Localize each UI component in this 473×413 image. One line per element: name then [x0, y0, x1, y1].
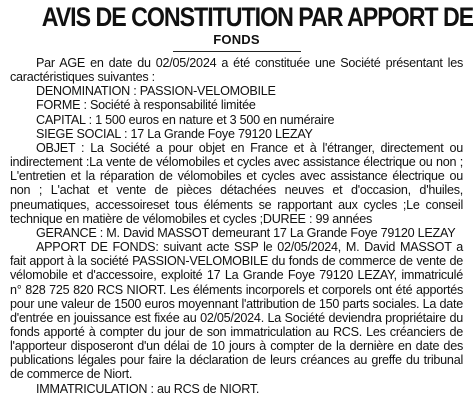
gerance-line: GERANCE : M. David MASSOT demeurant 17 La Grande Foye 79120 LEZAY	[36, 225, 456, 240]
intro-paragraph: Par AGE en date du 02/05/2024 a été constituée une Société présentant les caractéristiques suivantes :	[10, 56, 463, 85]
capital-line: CAPITAL : 1 500 euros en nature et 3 500 en numéraire	[36, 112, 335, 127]
notice-subtitle: FONDS	[213, 32, 260, 47]
title-divider	[173, 51, 301, 52]
notice-body	[10, 56, 463, 396]
forme-line: FORME : Société à responsabilité limitée	[36, 98, 256, 113]
immatriculation-line: IMMATRICULATION : au RCS de NIORT.	[36, 381, 260, 396]
objet-paragraph: OBJET : La Société a pour objet en France et à l'étranger, directement ou indirectement :La vente de vélomobiles et cycles avec assistance électrique ou non ; L'entretien et la réparation de vélomobiles et cycles avec assistance électrique ou non ; L'achat et vente de pièces détachées neuves et d'occasion, d'huiles, pneumatiques, accessoireset tous éléments se rapportant aux cycles ;Le conseil technique en matière de vélomobiles et cycles ;DUREE : 99 années	[10, 140, 463, 226]
notice-title: AVIS DE CONSTITUTION PAR APPORT DE	[41, 2, 473, 32]
denomination-line: DENOMINATION : PASSION-VELOMOBILE	[36, 84, 276, 99]
apport-de-fonds-paragraph: APPORT DE FONDS: suivant acte SSP le 02/05/2024, M. David MASSOT a fait apport à la société PASSION-VELOMOBILE du fonds de commerce de vente de vélomobile et d'accessoire, exploité 17 La Grande Foye 79120 LEZAY, immatriculé n° 828 725 820 RCS NIORT. Les éléments incorporels et corporels ont été apportés pour une valeur de 1500 euros moyennant l'attribution de 150 parts sociales. La date d'entrée en jouissance est fixée au 02/05/2024. La Société deviendra propriétaire du fonds apporté à compter du jour de son immatriculation au RCS. Les créanciers de l'apporteur disposeront d'un délai de 10 jours à compter de la dernière en date des publications légales pour faire la déclaration de leurs créances au greffe du tribunal de commerce de Niort.	[10, 240, 463, 382]
siege-social-line: SIEGE SOCIAL : 17 La Grande Foye 79120 LEZAY	[36, 126, 313, 141]
